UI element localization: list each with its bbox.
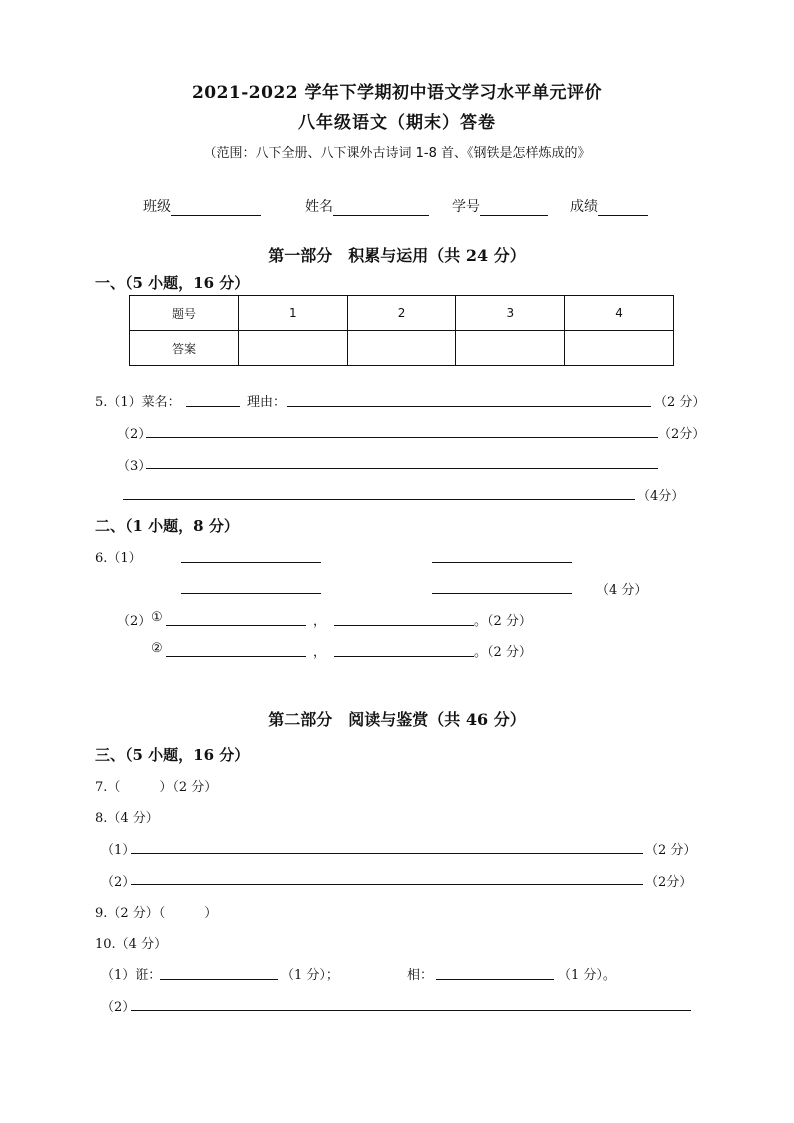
question-number-cell: 1 <box>238 296 347 331</box>
exam-scope: （范围：八下全册、八下课外古诗词 1-8 首、《钢铁是怎样炼成的》 <box>203 146 591 161</box>
section1-heading: 一、（5 小题，16 分） <box>95 274 250 292</box>
answer-sheet-subtitle: 八年级语文（期末）答卷 <box>298 113 496 133</box>
exam-title: 2021-2022 学年下学期初中语文学习水平单元评价 <box>191 83 603 103</box>
q8-2-label: （2） <box>101 875 136 890</box>
q8-2-blank[interactable] <box>131 884 643 885</box>
q5-3-blank[interactable] <box>146 468 658 469</box>
q5-3-label: （3） <box>117 459 152 474</box>
circled-number-2: ② <box>151 641 163 656</box>
q5-3-score: （4分） <box>637 489 685 504</box>
q6-2-score-a: 。（2 分） <box>474 614 532 629</box>
q6-2-score-b: 。（2 分） <box>474 645 532 660</box>
table-row <box>130 296 674 331</box>
q6-blank[interactable] <box>181 562 321 563</box>
answer-cell[interactable] <box>347 331 456 366</box>
part2-title: 第二部分 阅读与鉴赏（共 46 分） <box>268 710 526 729</box>
question-number-cell: 4 <box>565 296 674 331</box>
table-header-cell: 答案 <box>130 331 239 366</box>
q6-2-label: （2） <box>117 614 152 629</box>
q8-label: 8.（4 分） <box>95 811 159 826</box>
q9-label: 9.（2 分）（ ） <box>95 906 218 921</box>
q10-score-a: （1 分）； <box>281 968 339 983</box>
class-label: 班级 <box>143 199 171 215</box>
q10-1-label: （1）诳： <box>101 968 162 983</box>
q8-1-score: （2 分） <box>645 843 697 858</box>
q5-2-blank[interactable] <box>146 437 658 438</box>
q6-2-blank[interactable] <box>166 625 306 626</box>
q6-blank[interactable] <box>181 593 321 594</box>
question-number-cell: 3 <box>456 296 565 331</box>
section3-heading: 三、（5 小题，16 分） <box>95 746 250 764</box>
answer-table <box>129 295 674 366</box>
answer-cell[interactable] <box>565 331 674 366</box>
q7-label: 7.（ ）（2 分） <box>95 780 218 795</box>
q5-3-blank-2[interactable] <box>123 499 635 500</box>
q5-reason-label: 理由： <box>247 395 287 410</box>
q6-blank[interactable] <box>432 593 572 594</box>
score-label: 成绩 <box>570 199 598 215</box>
q6-1-score: （4 分） <box>596 583 648 598</box>
name-label: 姓名 <box>305 199 333 215</box>
table-header-cell: 题号 <box>130 296 239 331</box>
answer-cell[interactable] <box>238 331 347 366</box>
q10-label: 10.（4 分） <box>95 937 168 952</box>
comma: ， <box>313 614 327 629</box>
class-field[interactable] <box>143 196 261 216</box>
score-blank[interactable] <box>598 201 648 216</box>
q6-1-label: 6.（1） <box>95 551 142 566</box>
student-id-blank[interactable] <box>480 201 548 216</box>
answer-cell[interactable] <box>456 331 565 366</box>
reason-blank[interactable] <box>287 406 651 407</box>
part1-title: 第一部分 积累与运用（共 24 分） <box>268 246 526 265</box>
class-blank[interactable] <box>171 201 261 216</box>
student-id-label: 学号 <box>452 199 480 215</box>
question-number-cell: 2 <box>347 296 456 331</box>
comma: ， <box>313 645 327 660</box>
q10-2-blank[interactable] <box>131 1010 691 1011</box>
student-id-field[interactable] <box>452 196 548 216</box>
q5-2-score: （2分） <box>658 427 706 442</box>
q10-xiang-blank[interactable] <box>436 979 554 980</box>
q10-xiang-label: 相： <box>407 968 434 983</box>
table-row <box>130 331 674 366</box>
score-field[interactable] <box>570 196 648 216</box>
q10-2-label: （2） <box>101 1000 136 1015</box>
circled-number-1: ① <box>151 610 163 625</box>
q6-2-blank[interactable] <box>334 625 474 626</box>
dish-name-blank[interactable] <box>186 406 240 407</box>
q10-score-b: （1 分）。 <box>558 968 616 983</box>
q5-1-label: 5.（1）菜名： <box>95 395 181 410</box>
q8-1-blank[interactable] <box>131 853 643 854</box>
section2-heading: 二、（1 小题，8 分） <box>95 517 239 535</box>
q8-2-score: （2分） <box>645 875 693 890</box>
q6-blank[interactable] <box>432 562 572 563</box>
q10-kuang-blank[interactable] <box>160 979 278 980</box>
q6-2-blank[interactable] <box>166 656 306 657</box>
name-field[interactable] <box>305 196 429 216</box>
q6-2-blank[interactable] <box>334 656 474 657</box>
q8-1-label: （1） <box>101 843 136 858</box>
q5-2-label: （2） <box>117 427 152 442</box>
q5-1-score: （2 分） <box>654 395 706 410</box>
name-blank[interactable] <box>333 201 429 216</box>
